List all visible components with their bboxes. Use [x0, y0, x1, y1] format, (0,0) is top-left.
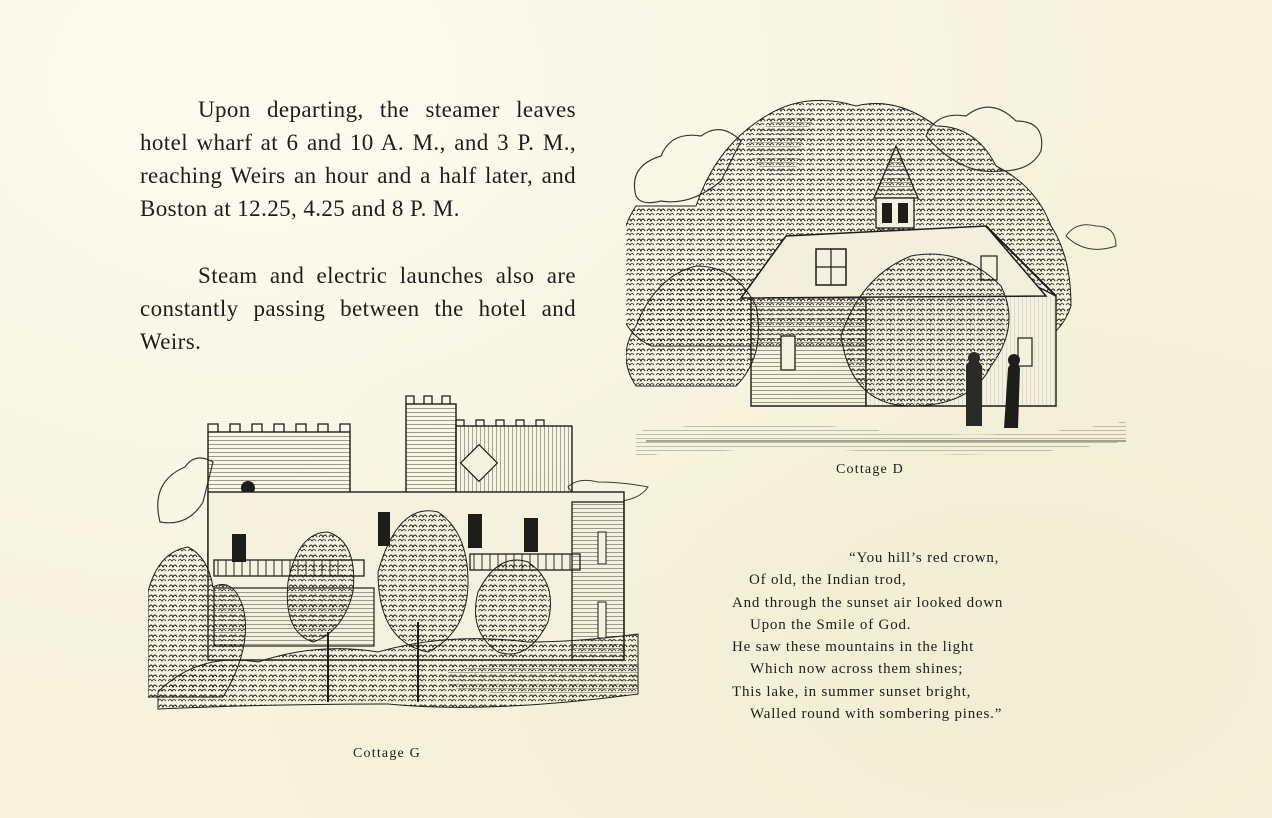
paragraph-departure: Upon departing, the steamer leaves hotel wharf at 6 and 10 A. M., and 3 P. M., reaching Weirs an hour and a half later, and Boston at 12.25, 4.25 and 8 P. M.	[140, 97, 576, 221]
poem-line: Walled round with sombering pines.”	[750, 706, 1003, 723]
poem-line: Upon the Smile of God.	[750, 616, 912, 633]
poem-line: He saw these mountains in the light	[732, 639, 975, 656]
poem-stanza	[732, 547, 1152, 725]
poem-line: “You hill’s red crown,	[849, 550, 1000, 566]
cottage-g-illustration	[148, 392, 652, 740]
paragraph-launches: Steam and electric launches also are constantly passing between the hotel and Weirs.	[140, 263, 576, 354]
poem-line: Which now across them shines;	[750, 661, 964, 678]
poem-line: And through the sunset air looked down	[732, 594, 1004, 611]
cottage-d-caption: Cottage D	[836, 462, 904, 477]
cottage-d-illustration	[626, 86, 1138, 458]
poem-line: This lake, in summer sunset bright,	[732, 683, 972, 700]
cottage-g-caption: Cottage G	[353, 746, 421, 761]
poem-line: Of old, the Indian trod,	[749, 572, 907, 589]
